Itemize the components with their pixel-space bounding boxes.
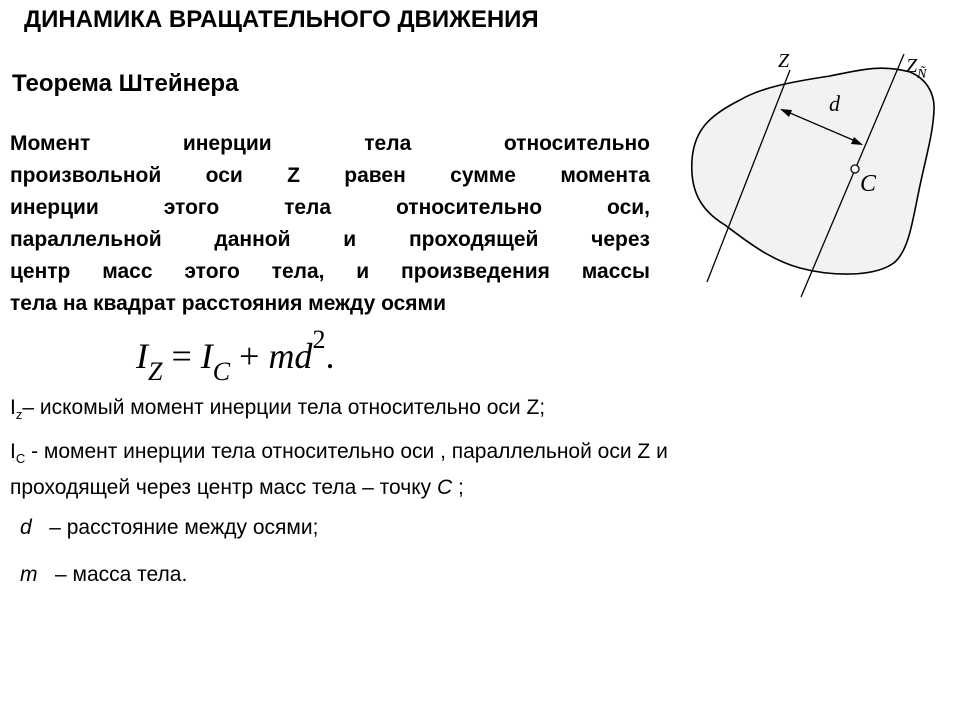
definition-d [20, 516, 318, 540]
steiner-diagram [680, 40, 950, 310]
formula-dot: . [325, 336, 335, 376]
formula-equals: = [162, 336, 201, 376]
section-subtitle: Теорема Штейнера [12, 70, 239, 97]
label-center-c: C [860, 171, 877, 197]
steiner-formula [136, 325, 334, 387]
ic-point-c: C [436, 476, 453, 499]
d-text: – расстояние между осями; [49, 516, 319, 539]
ic-end: ; [452, 476, 464, 499]
theorem-statement [10, 128, 650, 320]
paragraph-line-5: центр масс этого тела, и произведения массы [10, 260, 650, 283]
formula-exponent: 2 [312, 325, 326, 354]
ic-text: - момент инерции тела относительно оси , параллельной оси Z и [25, 440, 668, 463]
page-title: ДИНАМИКА ВРАЩАТЕЛЬНОГО ДВИЖЕНИЯ [24, 6, 539, 33]
paragraph-line-1: Момент инерции тела относительно [10, 132, 650, 155]
m-symbol: m [20, 563, 38, 586]
ic-subscript: C [15, 451, 26, 467]
ic-symbol: I [10, 440, 16, 463]
formula-md: md [268, 336, 313, 376]
rigid-body-shape [692, 68, 934, 274]
paragraph-line-3: инерции этого тела относительно оси, [10, 196, 650, 219]
iz-subscript: z [15, 407, 23, 423]
definition-m [20, 563, 187, 587]
center-of-mass-point [851, 165, 859, 173]
label-distance-d: d [829, 91, 840, 116]
formula-sub-z: Z [148, 357, 163, 386]
d-symbol: d [20, 516, 32, 539]
definition-iz [10, 396, 545, 422]
label-axis-zc: $Z_Ñ$ [906, 55, 927, 82]
iz-text: – искомый момент инерции тела относительно оси Z; [22, 396, 546, 419]
definition-ic-continued [10, 476, 464, 500]
ic-text-2: проходящей через центр масс тела – точку [10, 476, 437, 499]
definition-ic [10, 440, 668, 466]
formula-sub-c: C [212, 357, 231, 386]
m-text: – масса тела. [55, 563, 188, 586]
formula-i-z: I [136, 336, 148, 376]
paragraph-line-2: произвольной оси Z равен сумме момента [10, 164, 650, 187]
formula-plus: + [230, 336, 269, 376]
paragraph-line-4: параллельной данной и проходящей через [10, 228, 650, 251]
formula-i-c: I [200, 336, 213, 376]
iz-symbol: I [10, 396, 16, 419]
paragraph-line-6: тела на квадрат расстояния между осями [10, 292, 447, 315]
label-axis-z: Z [778, 50, 790, 72]
